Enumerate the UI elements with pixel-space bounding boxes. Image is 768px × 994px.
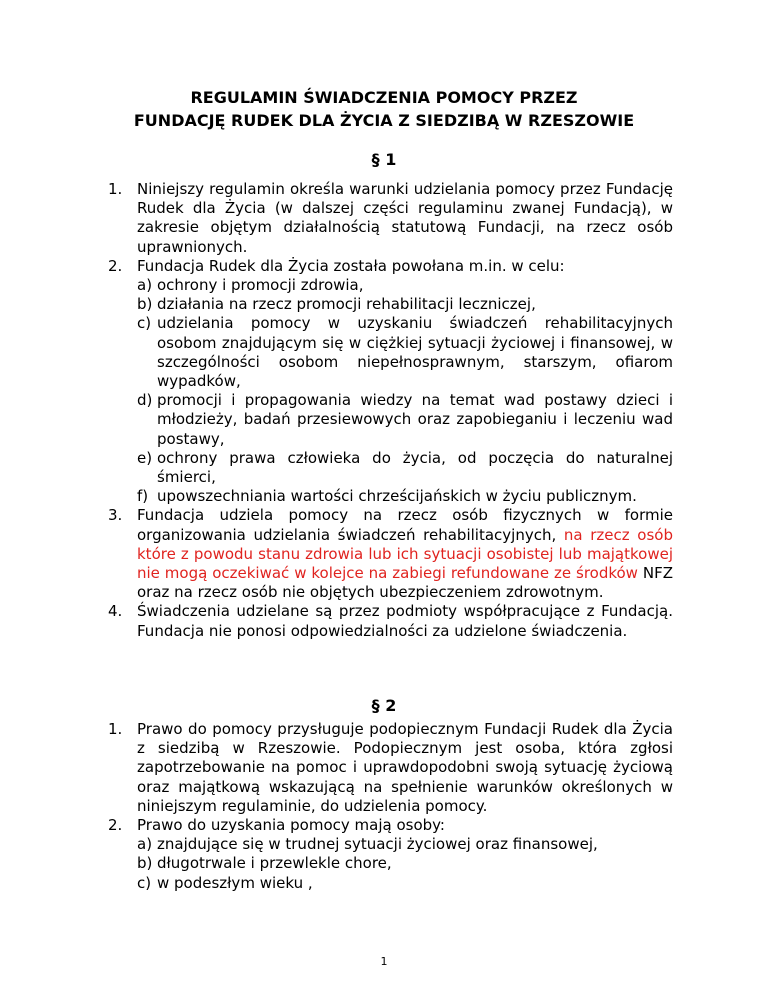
item-text: działania na rzecz promocji rehabilitacji leczniczej, [157,295,536,314]
item-text: udzielania pomocy w uzyskaniu świadczeń rehabilitacyjnych osobom znajdującym się w ciężkiej sytuacji życiowej i finansowej, w szczególności osobom niepełnosprawnym, starszym, ofiarom wypadków, [157,314,673,391]
item-letter: f) [137,487,149,506]
list-item [137,391,673,449]
item-text: promocji i propagowania wiedzy na temat wad postawy dzieci i młodzieży, badań przesiewowych oraz zapobieganiu i leczeniu wad postawy, [157,391,673,448]
paragraph-text: Świadczenia udzielane są przez podmioty współpracujące z Fundacją. Fundacja nie ponosi odpowiedzialności za udzielone świadczenia. [137,602,673,640]
paragraph-number: 2. [108,816,123,835]
section-1-paragraph-4 [108,602,673,640]
title-line-1: REGULAMIN ŚWIADCZENIA POMOCY PRZEZ [190,88,578,107]
section-1-paragraph-2 [108,257,673,507]
item-letter: b) [137,295,153,314]
paragraph-number: 4. [108,602,123,621]
item-letter: a) [137,835,153,854]
section-1-body [108,180,673,641]
item-letter: c) [137,314,152,333]
document-title [0,86,768,132]
paragraph-number: 3. [108,506,123,525]
paragraph-number: 1. [108,720,123,738]
list-item [137,874,673,893]
section-1-heading: § 1 [371,150,397,169]
section-2-paragraph-1 [108,720,673,816]
item-letter: a) [137,276,153,295]
list-item [137,295,673,314]
list-item [137,854,673,873]
goals-list [137,276,673,506]
list-item [137,487,673,506]
section-2-paragraph-2 [108,816,673,893]
section-2-list [108,720,673,893]
section-1-paragraph-1 [108,180,673,257]
item-letter: e) [137,448,153,467]
paragraph-intro: Prawo do uzyskania pomocy mają osoby: [137,816,445,835]
item-text: w podeszłym wieku , [157,873,313,892]
item-text: upowszechniania wartości chrześcijańskich w życiu publicznym. [157,487,637,506]
item-text: znajdujące się w trudnej sytuacji życiowej oraz finansowej, [157,835,598,854]
item-text: ochrony prawa człowieka do życia, od poczęcia do naturalnej śmierci, [157,448,673,487]
item-letter: d) [137,391,153,410]
item-letter: b) [137,854,153,873]
paragraph-text: Prawo do pomocy przysługuje podopiecznym Fundacji Rudek dla Życia z siedzibą w Rzeszowie. Podopiecznym jest osoba, która zgłosi zapotrzebowanie na pomoc i uprawdopodobni swoją sytuację życiową oraz majątkową wskazującą na spełnienie warunków określonych w niniejszym regulaminie, do udzielenia pomocy. [137,720,673,815]
eligibility-list [137,835,673,893]
paragraph-text-start: Fundacja udziela pomocy na rzecz osób fizycznych w formie organizowania udzielania świadczeń rehabilitacyjnych, [137,506,673,544]
list-item [137,449,673,487]
page-number: 1 [380,955,388,968]
section-1-list [108,180,673,641]
section-2-heading: § 2 [371,696,397,715]
section-1-paragraph-3 [108,506,673,602]
section-2-body [108,720,673,893]
list-item [137,314,673,391]
paragraph-intro: Fundacja Rudek dla Życia została powołana m.in. w celu: [137,256,565,275]
title-line-2: FUNDACJĘ RUDEK DLA ŻYCIA Z SIEDZIBĄ W RZESZOWIE [133,111,635,130]
list-item [137,835,673,854]
highlighted-text: na rzecz osób które z powodu stanu zdrowia lub ich sytuacji osobistej lub majątkowej nie mogą oczekiwać w kolejce na zabiegi refundowane ze środków [137,525,673,583]
item-text: długotrwale i przewlekle chore, [157,854,392,873]
list-item [137,276,673,295]
paragraph-number: 1. [108,180,123,198]
paragraph-text-end: NFZ oraz na rzecz osób nie objętych ubezpieczeniem zdrowotnym. [137,564,673,602]
paragraph-text: Niniejszy regulamin określa warunki udzielania pomocy przez Fundację Rudek dla Życia (w dalszej części regulaminu zwanej Fundacją), w zakresie objętym działalnością statutową Fundacji, na rzecz osób uprawnionych. [137,180,673,256]
item-letter: c) [137,873,152,892]
item-text: ochrony i promocji zdrowia, [157,276,364,295]
paragraph-number: 2. [108,256,123,275]
